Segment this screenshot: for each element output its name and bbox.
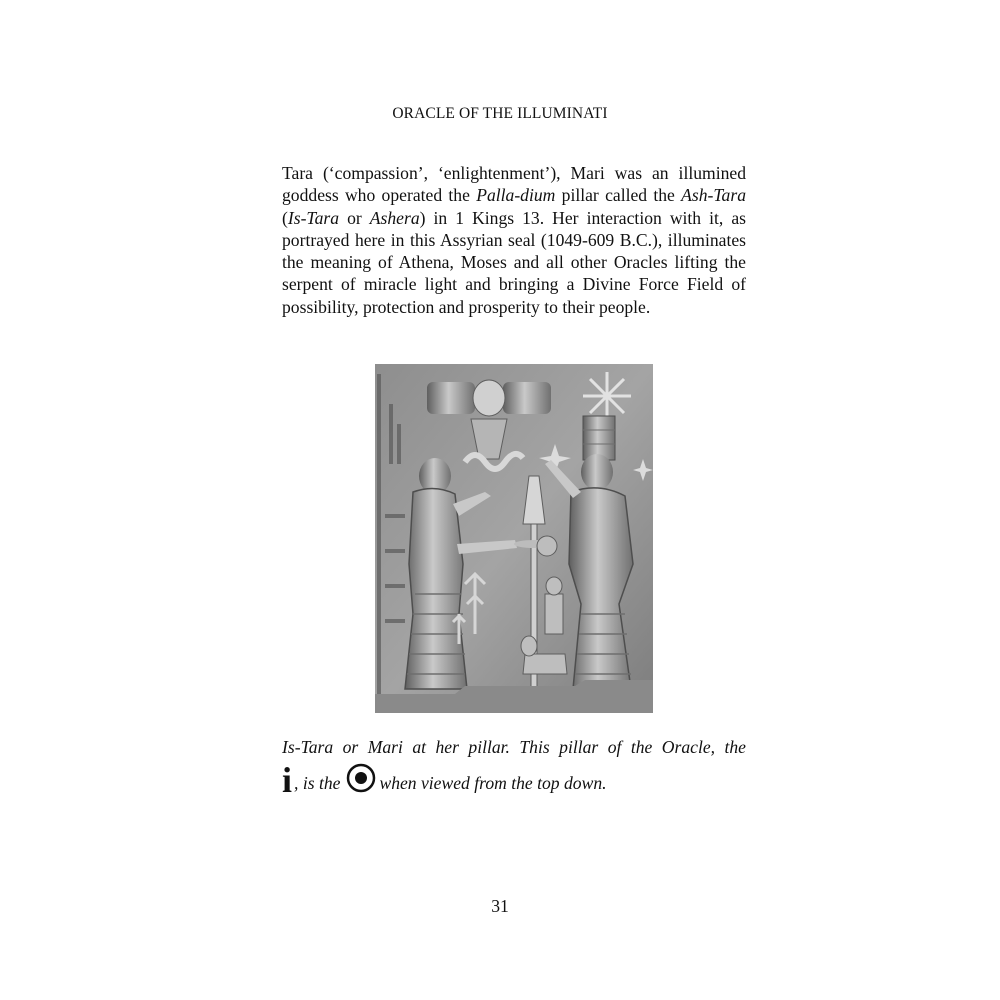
- caption-mid: , is the: [294, 773, 341, 793]
- body-text-3: (: [282, 207, 288, 228]
- body-text-5: ) in 1 Kings 13. Her interaction with it, as portrayed here in this Assyrian seal (1049-609 B.C.), illuminates the meaning of Athena, Moses and all other Oracles lifting the serpent of miracle light and bringing a Divine Force Field of possibility, protection and prosperity to their people.: [282, 207, 747, 317]
- assyrian-seal-image: [375, 364, 653, 713]
- palladium-term: Palla-dium: [476, 185, 556, 206]
- body-text-1: Tara (‘compassion’, ‘enlightenment’), Mari was an illumined goddess who operated the: [282, 163, 746, 206]
- caption-line-1: Is-Tara or Mari at her pillar. This pillar of the Oracle, the: [282, 737, 746, 757]
- figure-caption: [282, 735, 752, 799]
- body-text-4: or: [339, 207, 370, 228]
- oracle-i-letter: i: [282, 760, 293, 800]
- running-header: ORACLE OF THE ILLUMINATI: [392, 105, 608, 122]
- caption-line-2: [282, 760, 752, 800]
- body-paragraph: [282, 162, 746, 318]
- ashera-term: Ashera: [369, 207, 420, 228]
- ash-tara-term: Ash-Tara: [681, 185, 746, 206]
- page-number: 31: [491, 896, 509, 916]
- is-tara-term: Is-Tara: [287, 207, 340, 228]
- caption-end: when viewed from the top down.: [379, 773, 607, 793]
- circled-dot-icon: [346, 763, 376, 799]
- body-text-2: pillar called the: [555, 185, 682, 206]
